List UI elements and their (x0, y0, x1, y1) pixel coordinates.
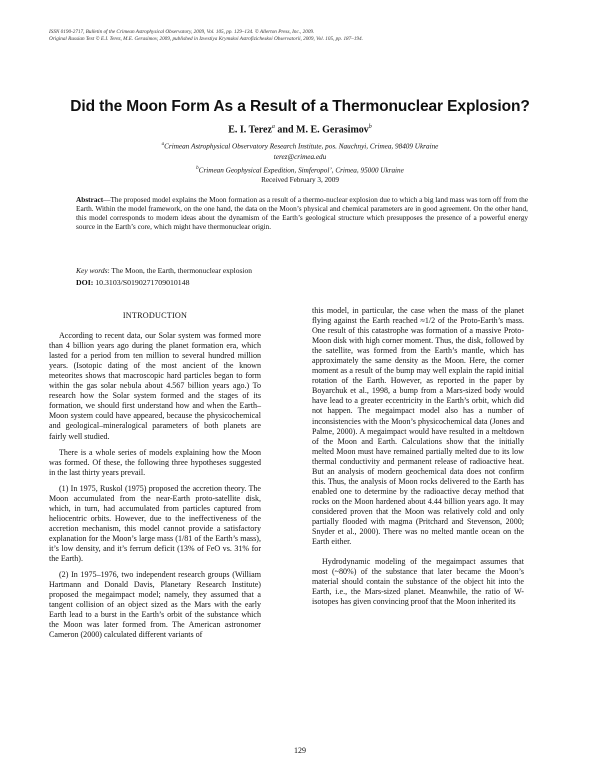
affiliation-b-mark: b (196, 166, 199, 171)
journal-header-line-1: ISSN 0190-2717, Bulletin of the Crimean Astrophysical Observatory, 2009, Vol. 105, pp. 129–134. © Allerton Press, Inc., 2009. (49, 29, 315, 35)
left-column (49, 305, 261, 646)
paragraph: There is a whole series of models explaining how the Moon was formed. Of these, the following three hypotheses suggested in the last thirty years prevail. (49, 447, 261, 477)
journal-header (49, 29, 559, 43)
paragraph: (2) In 1975–1976, two independent research groups (William Hartmann and Donald Davis, Planetary Research Institute) proposed the megaimpact model; namely, they assumed that a tangent collision of an object sized as the Mars with the early Earth lead to a burst in the Earth’s orbit of the substance which the Moon was later formed from. The American astronomer Cameron (2000) calculated different variants of (49, 570, 261, 640)
affiliation-b-text: Crimean Geophysical Expedition, Simferopol’, Crimea, 95000 Ukraine (198, 166, 404, 175)
author-email[interactable]: terez@crimea.edu (273, 153, 327, 161)
author-1-affiliation-mark: a (271, 124, 275, 130)
doi-value[interactable]: 10.3103/S0190271709010148 (93, 278, 190, 287)
abstract-text: —The proposed model explains the Moon formation as a result of a thermo-nuclear explosion due to which a big land mass was torn off from the Earth. Within the model framework, on the one hand, the data on the Moon’s physical and chemical parameters are in good agreement. On the other hand, this model corresponds to modern ideas about the dynamism of the Earth’s geological structure which presupposes the presence of a powerful energy source in the Earth’s core, which might have thermonuclear origin. (76, 195, 528, 231)
paragraph: (1) In 1975, Ruskol (1975) proposed the accretion theory. The Moon accumulated from the near-Earth proto-satellite disk, which, in turn, had accumulated from particles captured from heliocentric orbits. However, due to the ineffectiveness of the accretion mechanism, this model cannot provide a satisfactory explanation for the Moon’s large mass (1/81 of the Earth’s mass), it’s low density, and it’s ferrum deficit (13% of FeO vs. 31% for the Earth). (49, 483, 261, 564)
page-number: 129 (294, 746, 306, 755)
journal-header-line-2: Original Russian Text © E.I. Terez, M.E. Gerasimov, 2009, published in Izvestiya Krymskoi Astrofizicheskoi Observatorii, 2009, Vol. 105, pp. 187–194. (49, 36, 363, 42)
author-1: E. I. Terez (228, 124, 272, 136)
authors-conjunction: and (274, 124, 297, 136)
abstract-label: Abstract (76, 195, 104, 204)
affiliation-b (40, 164, 560, 175)
keywords-label: Key words (76, 266, 108, 275)
doi (76, 278, 528, 287)
affiliation-a (40, 140, 560, 151)
paper-title: Did the Moon Form As a Result of a Thermonuclear Explosion? (70, 98, 530, 115)
paragraph: Hydrodynamic modeling of the megaimpact assumes that most (~80%) of the substance that later became the Moon’s material should contain the substance of the object hit into the Earth, i.e., the Mars-sized planet. Meanwhile, the ratio of W-isotopes has given convincing proof that the Moon inherited its (312, 557, 524, 607)
author-2: M. E. Gerasimov (296, 124, 369, 136)
section-title-introduction: INTRODUCTION (122, 311, 188, 320)
right-column (312, 306, 524, 613)
affiliation-a-mark: a (161, 142, 165, 147)
paragraph: According to recent data, our Solar system was formed more than 4 billion years ago during the planet formation era, which lasted for a period from ten million to several hundred million years. (Isotopic dating of the most ancient of the known meteorites shows that macroscopic hard particles began to form within the gas solar nebula about 4.567 billion years ago.) To research how the Solar system formed and the stages of its formation, we should first understand how and when the Earth–Moon system could have appeared, because the physicochemical and geological–mineralogical parameters of both planets are fairly well studied. (49, 331, 261, 441)
author-2-affiliation-mark: b (368, 124, 372, 130)
authors (40, 124, 560, 135)
received-date: Received February 3, 2009 (261, 176, 339, 184)
keywords-text: : The Moon, the Earth, thermonuclear explosion (107, 266, 253, 275)
keywords (76, 266, 528, 275)
paragraph: this model, in particular, the case when the mass of the planet flying against the Earth reached ≈1/2 of the Proto-Earth’s mass. One result of this catastrophe was formation of a massive Proto-Moon disk with high corner moment. Thus, the disk, followed by the satellite, was formed from the Earth’s mantle, which has approximately the same density as the Moon. Here, the corner moment as a result of the bump may well explain the rapid initial rotation of the Earth. However, as reported in the paper by Boyarchuk et al., 1998, a bump from a Mars-sized body would have lead to a greater eccentricity in the Earth’s orbit, which did not happen. The megaimpact model also has a number of inconsistencies with the Moon’s physicochemical data (Jones and Palme, 2000). A megaimpact would have resulted in a meltdown of the Moon and Earth. Calculations show that the initially melted Moon must have remained partially melted due to its low thermal conductivity and permanent release of radioactive heat. But an analysis of modern geochemical data does not confirm this. Thus, the analysis of Moon rocks delivered to the Earth has enabled one to determine by the radioactive decay method that rocks on the Moon hardened about 4.44 billion years ago. It may considered proven that the Moon was relatively cold and only partially flooded with magma (Pritchard and Stevenson, 2000; Snyder et al., 2000). There was no melted mantle ocean on the Earth either. (312, 306, 524, 547)
affiliation-a-text: Crimean Astrophysical Observatory Research Institute, pos. Nauchnyi, Crimea, 98409 Ukraine (164, 142, 439, 151)
doi-label: DOI: (76, 278, 94, 287)
abstract (76, 196, 528, 232)
